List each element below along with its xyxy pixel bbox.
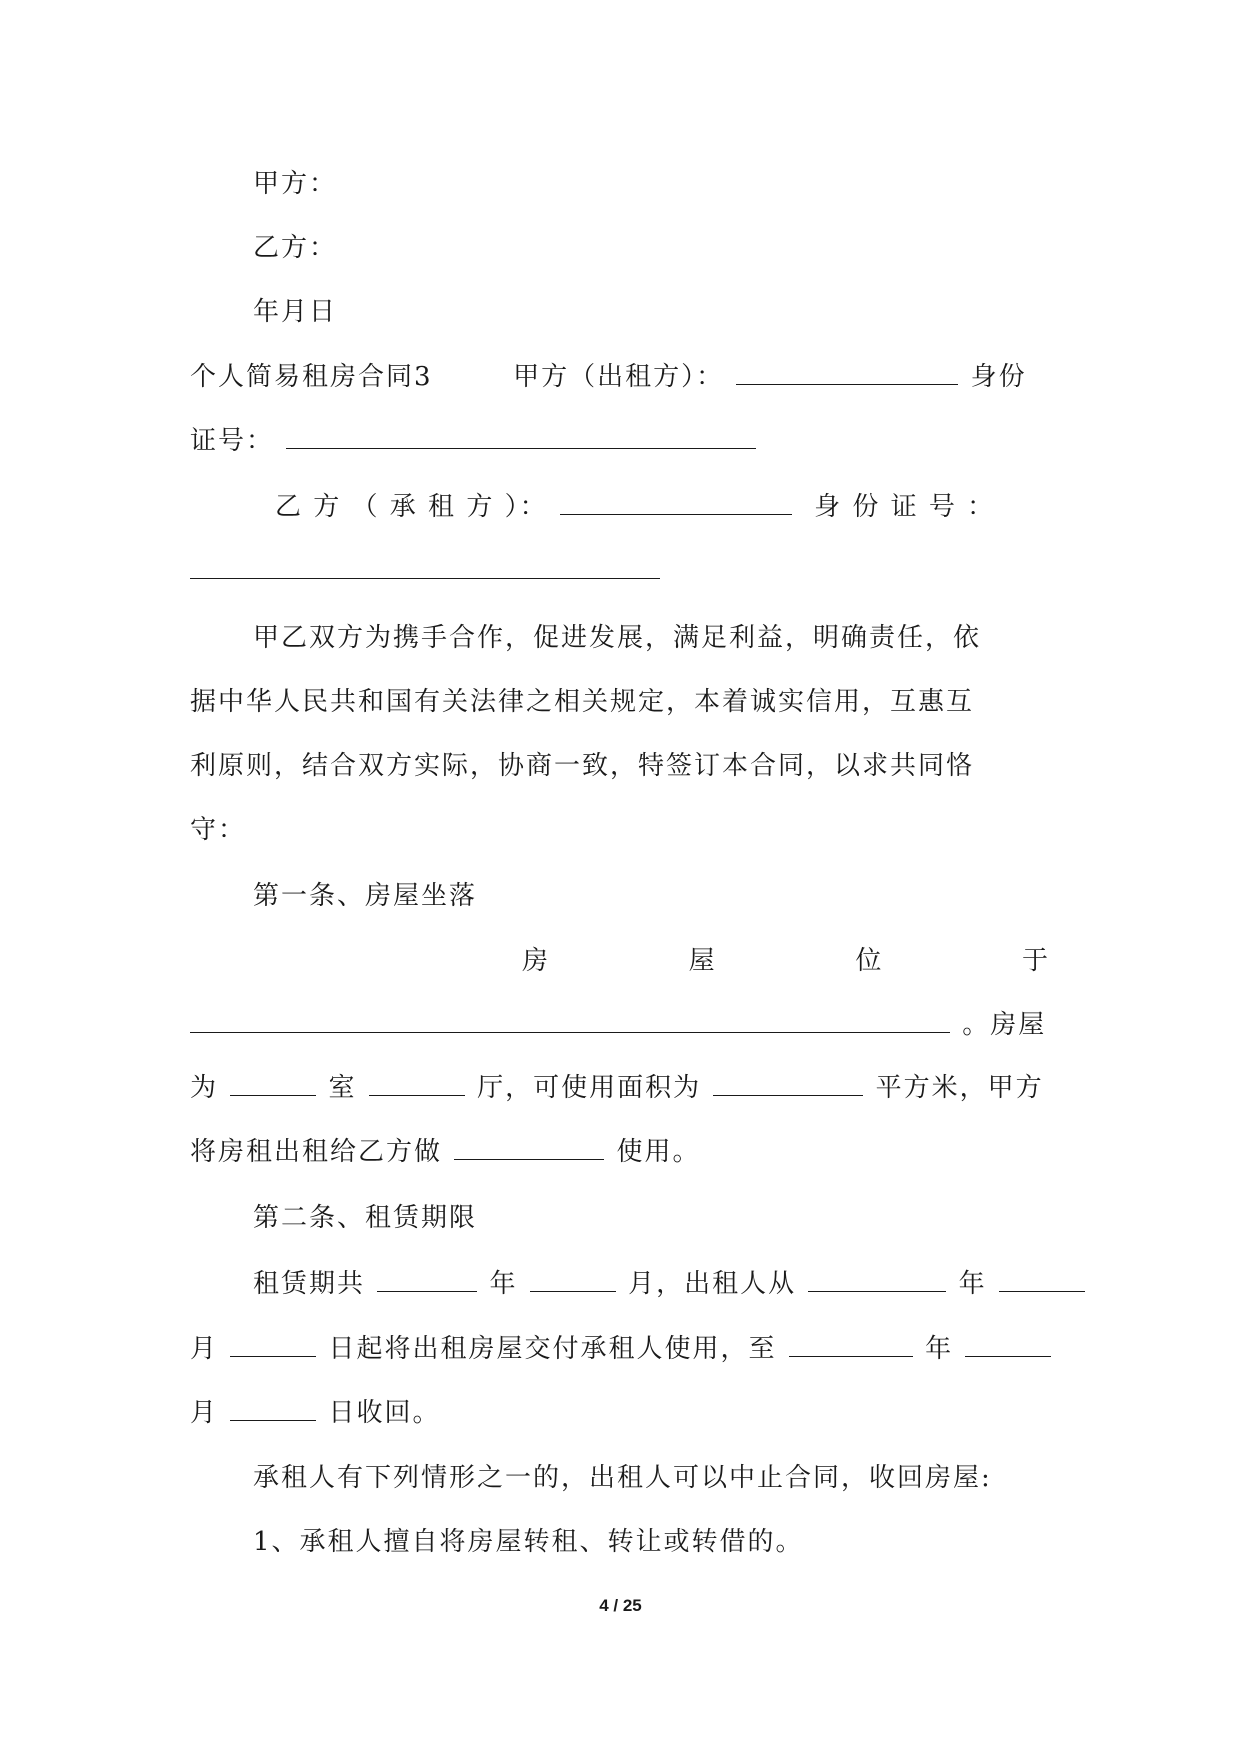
start-month-label: 月	[190, 1334, 219, 1364]
start-year-blank	[808, 1265, 946, 1292]
area-unit-label: 平方米，甲方	[875, 1073, 1044, 1103]
term-year-label: 年	[489, 1269, 518, 1299]
end-year-blank	[789, 1330, 913, 1357]
usage-prefix: 将房租出租给乙方做	[190, 1137, 443, 1167]
term-years-blank	[377, 1265, 477, 1292]
room-area-line	[190, 1068, 1050, 1108]
room-prefix: 为	[190, 1073, 219, 1103]
area-blank	[713, 1069, 863, 1096]
lessee-label: 乙 方 （ 承 租 方 ）：	[275, 492, 548, 522]
lessee-name-blank	[560, 488, 792, 515]
lessee-id-label: 身 份 证 号 ：	[814, 492, 996, 522]
contract-header-line	[190, 357, 1050, 397]
lessee-id-blank	[190, 552, 660, 579]
intro-line-2: 据中华人民共和国有关法律之相关规定，本着诚实信用，互惠互	[190, 687, 975, 717]
delivery-text: 日起将出租房屋交付承租人使用，至	[328, 1334, 777, 1364]
end-month-label: 月	[190, 1398, 219, 1428]
lessee-line	[275, 487, 1050, 527]
intro-line-3: 利原则，结合双方实际，协商一致，特签订本合同，以求共同恪	[190, 751, 975, 781]
article-2-heading: 第二条、租赁期限	[253, 1203, 478, 1233]
end-month-blank	[965, 1330, 1051, 1357]
party-a-signature: 甲方：	[253, 169, 338, 199]
usage-suffix: 使用。	[616, 1137, 701, 1167]
party-b-signature: 乙方：	[253, 233, 338, 263]
lessee-id-line	[190, 551, 1050, 591]
term-line-2	[190, 1329, 1050, 1369]
intro-line-4: 守：	[190, 815, 247, 845]
page-number: 4 / 25	[599, 1596, 642, 1615]
location-end: 。房屋	[962, 1010, 1047, 1040]
rooms-blank	[230, 1069, 316, 1096]
term-prefix: 租赁期共	[253, 1269, 366, 1299]
article-1-heading: 第一条、房屋坐落	[253, 881, 478, 911]
address-blank	[190, 1006, 950, 1033]
start-day-blank	[230, 1330, 316, 1357]
area-label: 厅，可使用面积为	[477, 1073, 702, 1103]
signature-date: 年月日	[253, 297, 338, 327]
end-year-label: 年	[925, 1334, 954, 1364]
lessor-id-blank	[286, 422, 756, 449]
location-word-2: 屋	[688, 946, 717, 976]
location-word-4: 于	[1021, 946, 1050, 976]
usage-blank	[454, 1133, 604, 1160]
contract-title: 个人简易租房合同3	[190, 362, 433, 392]
usage-line	[190, 1132, 1050, 1172]
return-text: 日收回。	[328, 1398, 441, 1428]
lessor-id-line	[190, 421, 1050, 461]
term-months-blank	[530, 1265, 616, 1292]
start-year-label: 年	[958, 1269, 987, 1299]
location-words	[522, 941, 1050, 981]
end-day-blank	[230, 1394, 316, 1421]
location-address-line	[190, 1005, 1050, 1045]
intro-line-1: 甲乙双方为携手合作，促进发展，满足利益，明确责任，依	[253, 623, 982, 653]
halls-blank	[369, 1069, 465, 1096]
lessor-name-blank	[736, 358, 958, 385]
room-label: 室	[328, 1073, 357, 1103]
term-line-1	[253, 1264, 1050, 1304]
term-start-label: 月，出租人从	[628, 1269, 797, 1299]
location-word-1: 房	[522, 946, 551, 976]
termination-item-1: 1、承租人擅自将房屋转租、转让或转借的。	[253, 1527, 804, 1557]
start-month-blank	[999, 1265, 1085, 1292]
lessor-label: 甲方（出租方）：	[513, 362, 725, 392]
term-line-3	[190, 1393, 1050, 1433]
location-word-3: 位	[855, 946, 884, 976]
termination-intro: 承租人有下列情形之一的，出租人可以中止合同，收回房屋:	[253, 1463, 992, 1493]
lessor-id-label-cont: 证号：	[190, 426, 275, 456]
lessor-id-label: 身份	[970, 362, 1027, 392]
